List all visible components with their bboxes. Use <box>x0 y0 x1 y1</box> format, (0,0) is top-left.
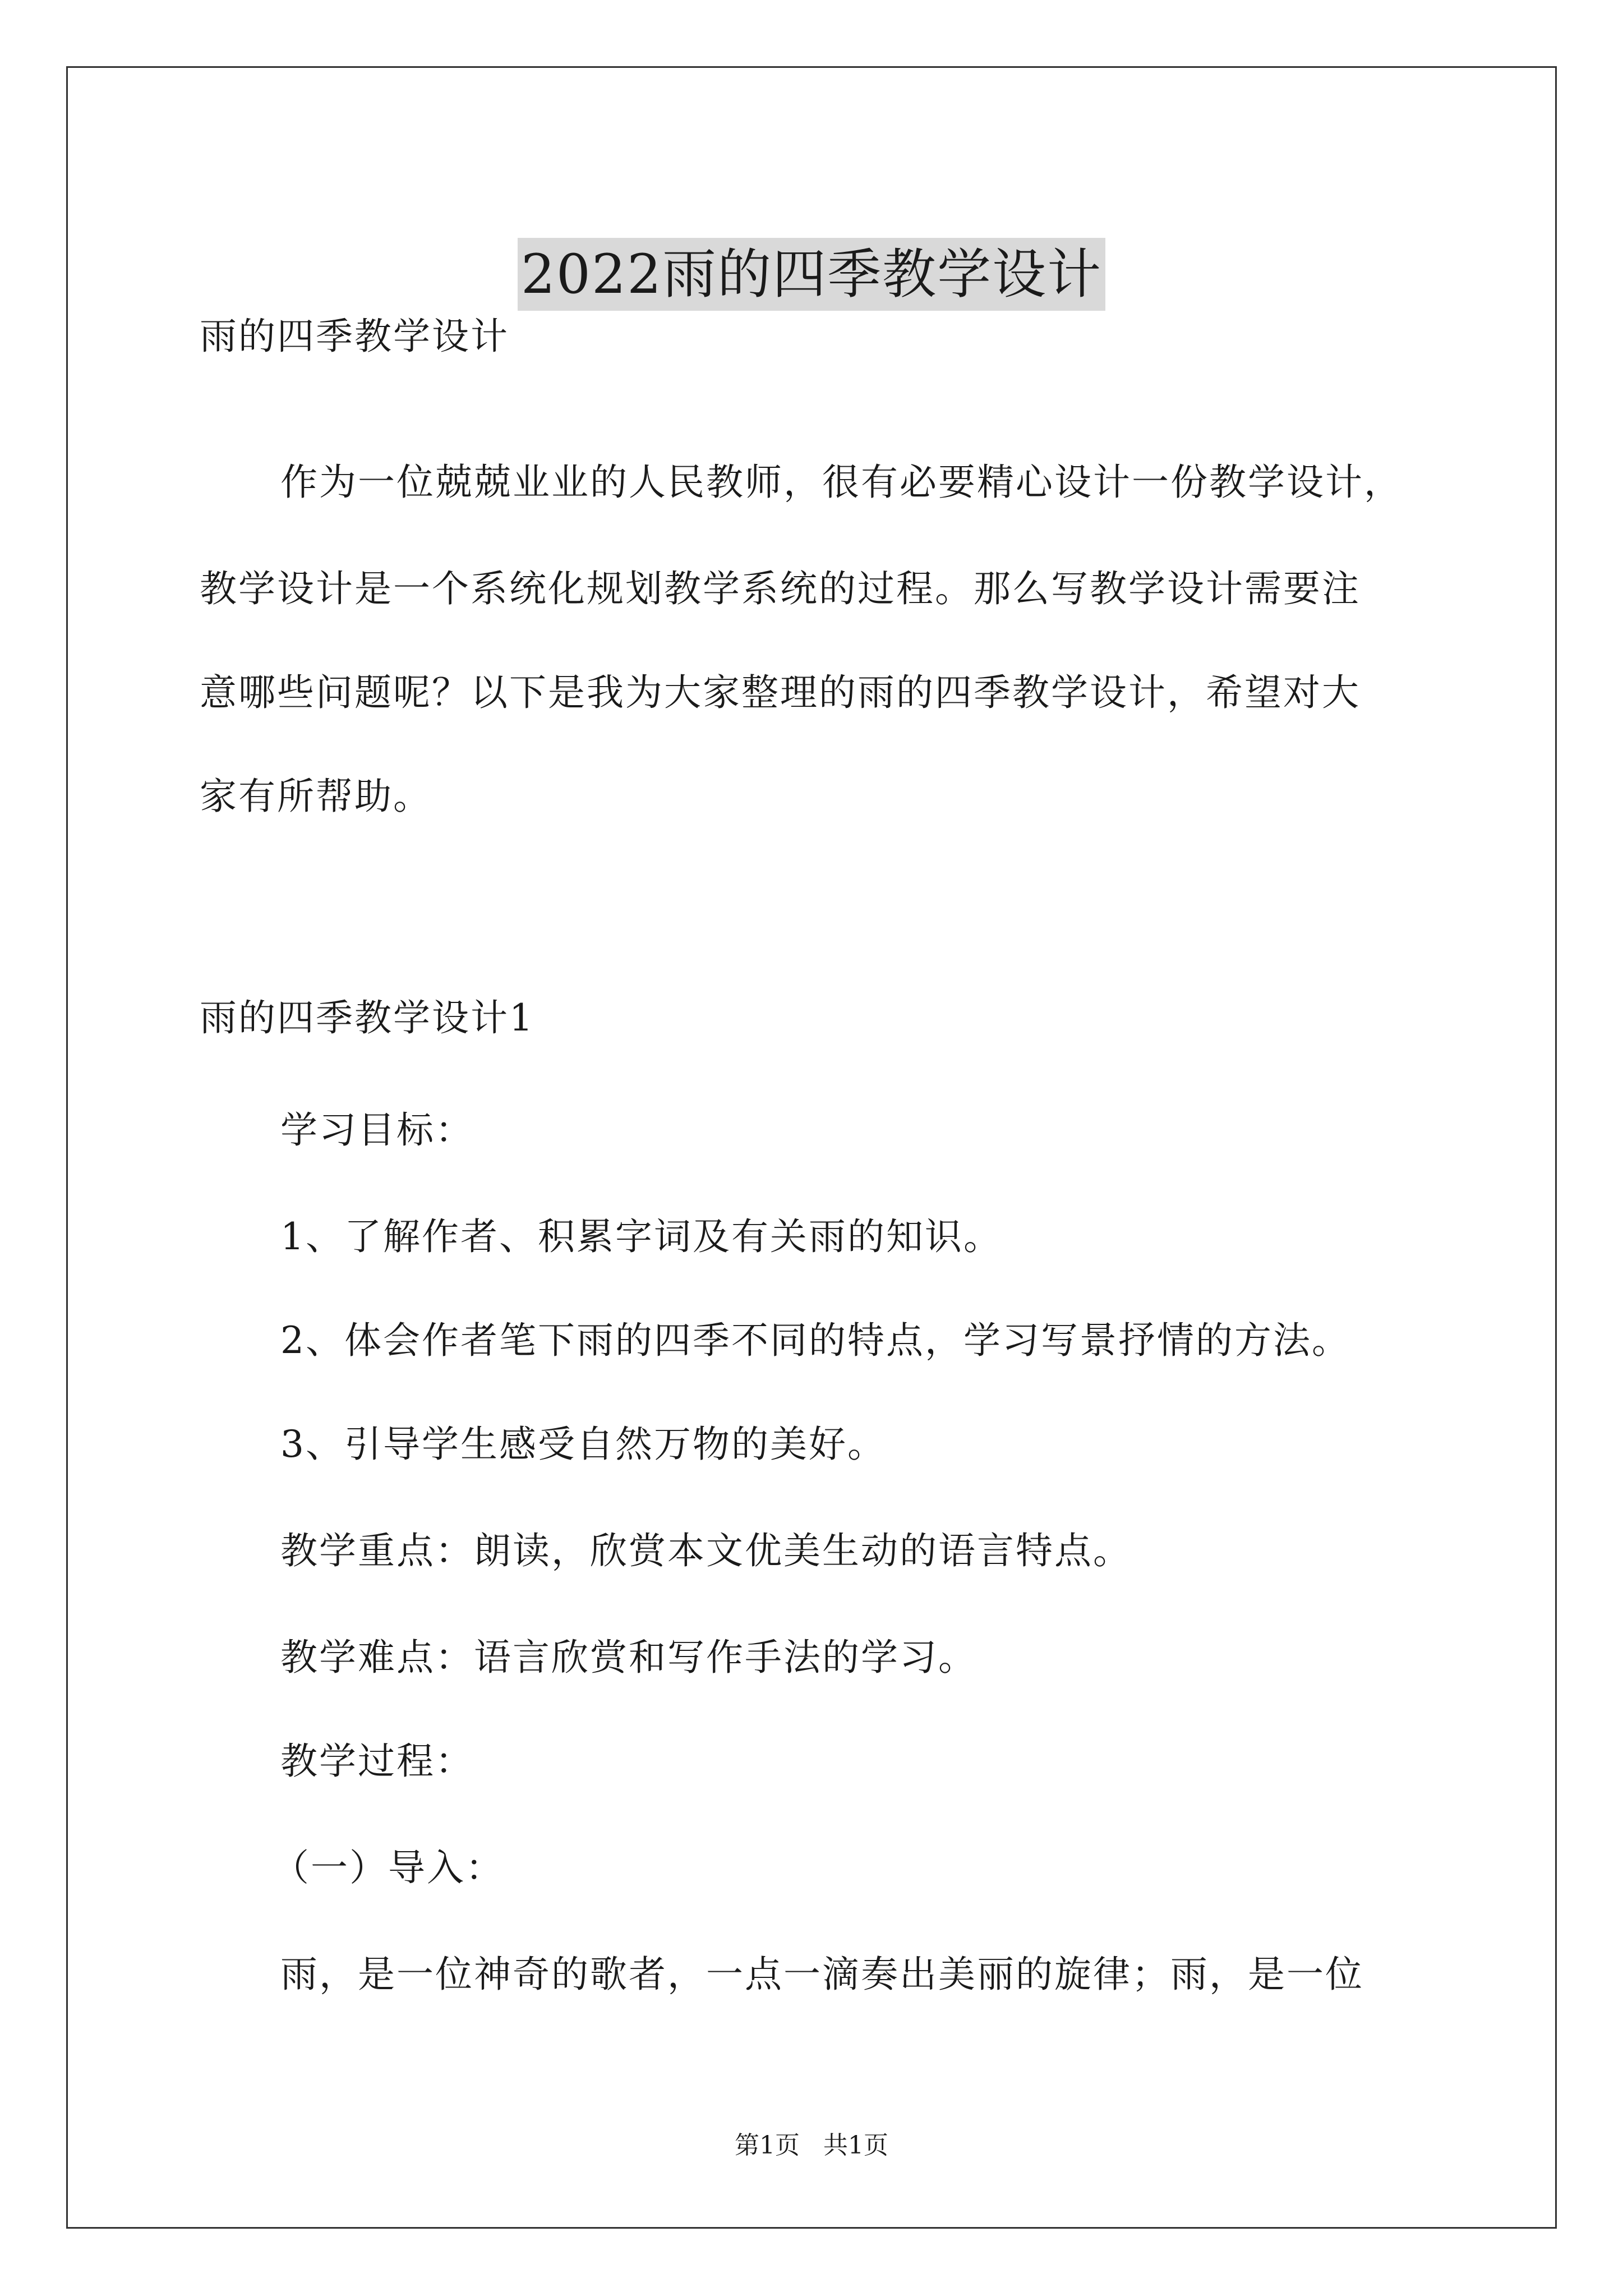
document-title: 2022雨的四季教学设计 <box>518 238 1105 311</box>
paragraph-line: 教学难点：语言欣赏和写作手法的学习。 <box>280 1636 977 1679</box>
section-heading: 雨的四季教学设计1 <box>200 996 534 1039</box>
paragraph-line: 学习目标： <box>280 1108 474 1152</box>
list-item: 2、体会作者笔下雨的四季不同的特点，学习写景抒情的方法。 <box>280 1319 1350 1362</box>
paragraph-line: 雨，是一位神奇的歌者，一点一滴奏出美丽的旋律；雨，是一位 <box>280 1953 1364 1996</box>
paragraph-line: 意哪些问题呢？以下是我为大家整理的雨的四季教学设计，希望对大 <box>200 671 1361 714</box>
paragraph-line: 教学过程： <box>280 1740 474 1783</box>
subtitle: 雨的四季教学设计 <box>200 315 509 358</box>
paragraph-line: 教学设计是一个系统化规划教学系统的过程。那么写教学设计需要注 <box>200 567 1361 610</box>
page-footer <box>0 2129 1623 2162</box>
paragraph-line: 家有所帮助。 <box>200 775 432 818</box>
list-item: 1、了解作者、积累字词及有关雨的知识。 <box>280 1215 1002 1258</box>
paragraph-line: 作为一位兢兢业业的人民教师，很有必要精心设计一份教学设计， <box>280 461 1403 504</box>
list-item: 3、引导学生感受自然万物的美好。 <box>280 1423 886 1466</box>
paragraph-line: （一）导入： <box>272 1846 504 1889</box>
paragraph-line: 教学重点：朗读，欣赏本文优美生动的语言特点。 <box>280 1529 1132 1572</box>
page-number: 第1页 <box>735 2131 800 2160</box>
page-total: 共1页 <box>823 2131 888 2160</box>
